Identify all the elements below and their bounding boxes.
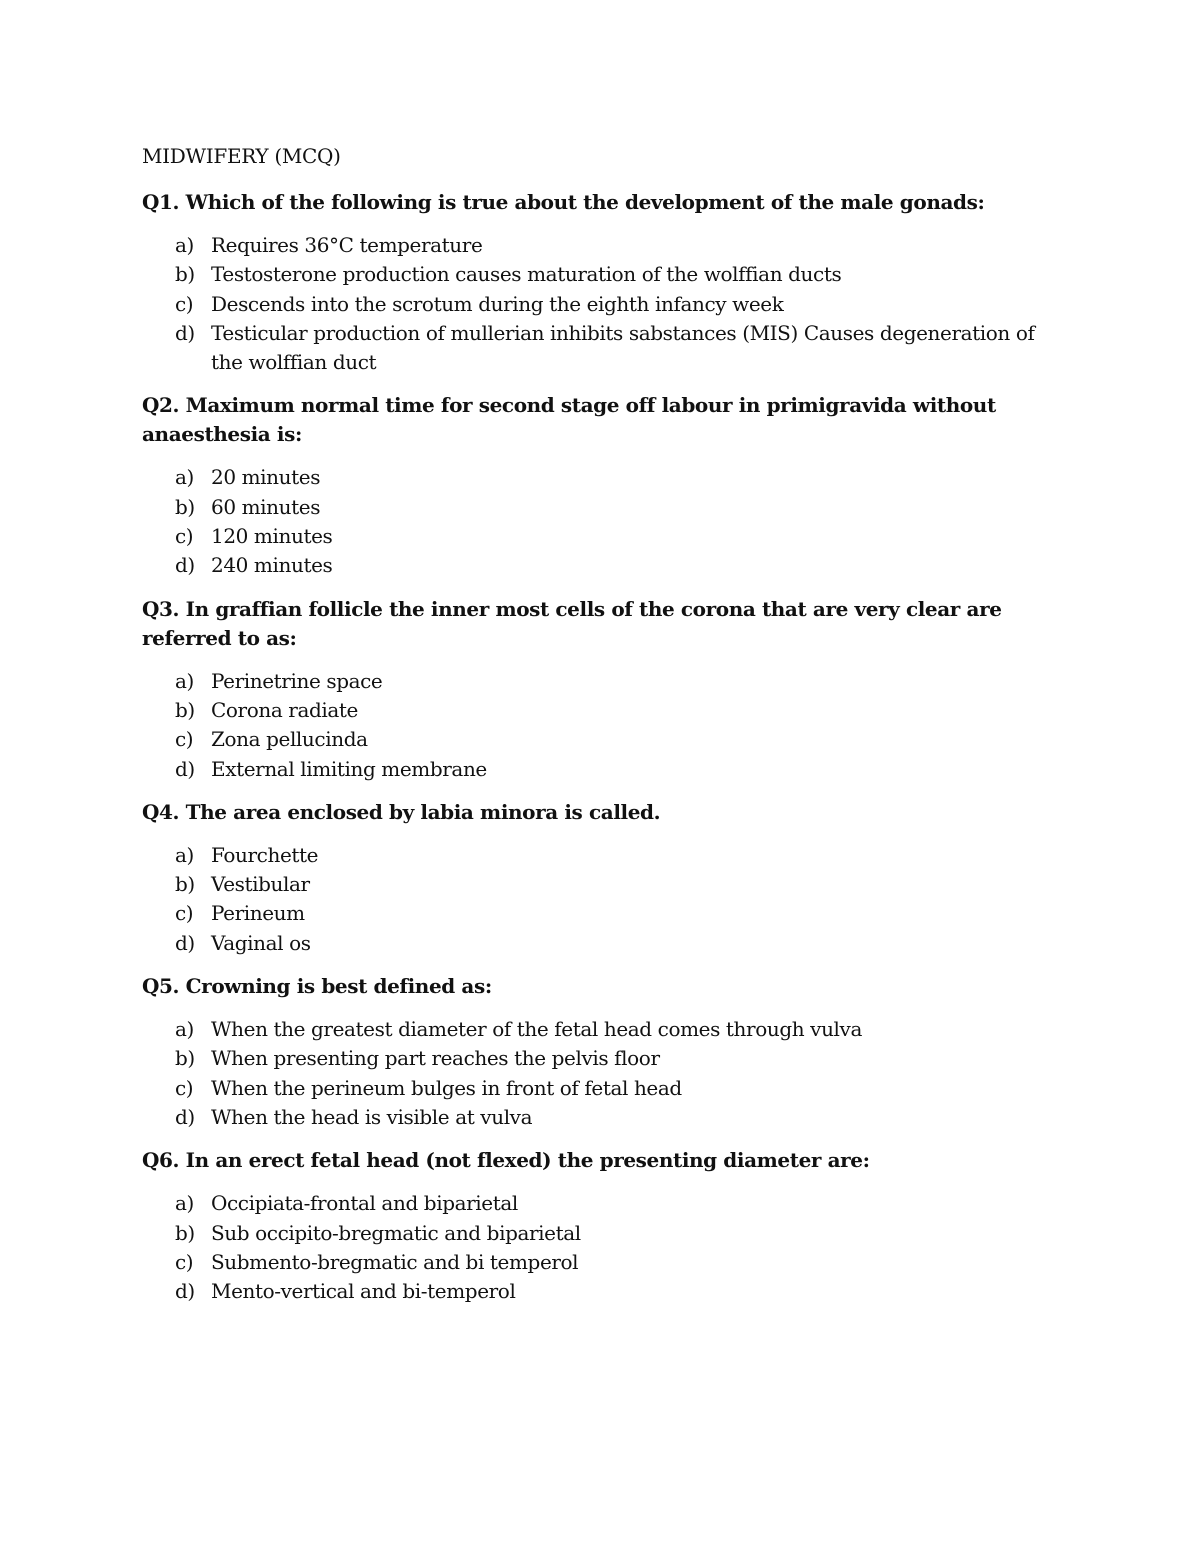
option-letter: b) bbox=[175, 262, 195, 287]
question-5 bbox=[142, 972, 1072, 1132]
option-text: Occipiata-frontal and biparietal bbox=[211, 1191, 518, 1216]
option-item bbox=[142, 551, 1072, 580]
option-letter: b) bbox=[175, 1046, 195, 1071]
option-item bbox=[142, 1248, 1072, 1277]
option-text: When the perineum bulges in front of fetal head bbox=[211, 1075, 682, 1100]
option-letter: d) bbox=[175, 553, 195, 578]
option-item bbox=[142, 231, 1072, 260]
option-item bbox=[142, 1189, 1072, 1218]
option-letter: a) bbox=[175, 1017, 194, 1042]
option-text: Zona pellucinda bbox=[211, 727, 368, 752]
option-list bbox=[142, 667, 1072, 784]
option-list bbox=[142, 463, 1072, 580]
option-text: When the greatest diameter of the fetal head comes through vulva bbox=[211, 1017, 862, 1042]
question-text: Q6. In an erect fetal head (not flexed) the presenting diameter are: bbox=[142, 1148, 870, 1173]
option-item bbox=[142, 290, 1072, 319]
option-item bbox=[142, 755, 1072, 784]
option-text: Testosterone production causes maturation of the wolffian ducts bbox=[211, 262, 842, 287]
document-page bbox=[142, 143, 1072, 1320]
option-item bbox=[142, 870, 1072, 899]
option-list bbox=[142, 841, 1072, 958]
option-letter: d) bbox=[175, 320, 195, 345]
option-text: 120 minutes bbox=[211, 524, 333, 549]
option-letter: b) bbox=[175, 494, 195, 519]
option-item bbox=[142, 899, 1072, 928]
question-6 bbox=[142, 1146, 1072, 1306]
option-item bbox=[142, 1219, 1072, 1248]
option-letter: d) bbox=[175, 1279, 195, 1304]
option-letter: a) bbox=[175, 842, 194, 867]
option-letter: c) bbox=[175, 901, 194, 926]
option-item bbox=[142, 463, 1072, 492]
option-text: 240 minutes bbox=[211, 553, 333, 578]
option-text: Requires 36°C temperature bbox=[211, 233, 483, 257]
question-text: Q3. In graffian follicle the inner most cells of the corona that are very clear are referred to as: bbox=[142, 596, 1002, 650]
option-text: Vestibular bbox=[211, 872, 310, 897]
question-3 bbox=[142, 595, 1072, 784]
option-text: Submento-bregmatic and bi temperol bbox=[211, 1249, 579, 1274]
option-text: Sub occipito-bregmatic and biparietal bbox=[211, 1220, 581, 1245]
option-letter: c) bbox=[175, 727, 194, 752]
option-item bbox=[142, 1277, 1072, 1306]
option-item bbox=[142, 1044, 1072, 1073]
option-text: When the head is visible at vulva bbox=[211, 1104, 533, 1129]
option-text: Fourchette bbox=[211, 842, 319, 867]
option-item bbox=[142, 696, 1072, 725]
option-item bbox=[142, 493, 1072, 522]
option-text: 60 minutes bbox=[211, 494, 321, 519]
question-text: Q5. Crowning is best defined as: bbox=[142, 974, 492, 999]
option-text: Mento-vertical and bi-temperol bbox=[211, 1279, 516, 1304]
option-item bbox=[142, 841, 1072, 870]
option-text: Descends into the scrotum during the eighth infancy week bbox=[211, 291, 784, 316]
option-text: Testicular production of mullerian inhibits sabstances (MIS) Causes degeneration of the wolffian duct bbox=[211, 320, 1035, 375]
option-item bbox=[142, 260, 1072, 289]
option-letter: c) bbox=[175, 524, 194, 549]
option-item bbox=[142, 725, 1072, 754]
option-letter: d) bbox=[175, 1104, 195, 1129]
option-item bbox=[142, 1074, 1072, 1103]
option-item bbox=[142, 319, 1072, 378]
option-letter: a) bbox=[175, 668, 194, 693]
option-text: Perinetrine space bbox=[211, 668, 383, 693]
option-item bbox=[142, 522, 1072, 551]
option-letter: d) bbox=[175, 756, 195, 781]
option-text: Corona radiate bbox=[211, 697, 358, 722]
question-text: Q2. Maximum normal time for second stage off labour in primigravida without anaesthesia is: bbox=[142, 393, 996, 447]
option-letter: a) bbox=[175, 465, 194, 490]
option-letter: c) bbox=[175, 291, 194, 316]
option-letter: b) bbox=[175, 697, 195, 722]
option-text: When presenting part reaches the pelvis floor bbox=[211, 1046, 660, 1071]
option-item bbox=[142, 1015, 1072, 1044]
option-list bbox=[142, 1189, 1072, 1306]
option-letter: b) bbox=[175, 1220, 195, 1245]
option-letter: a) bbox=[175, 233, 194, 257]
option-item bbox=[142, 667, 1072, 696]
option-list bbox=[142, 231, 1072, 377]
option-letter: d) bbox=[175, 930, 195, 955]
option-text: Perineum bbox=[211, 901, 305, 926]
question-1 bbox=[142, 188, 1072, 377]
option-letter: a) bbox=[175, 1191, 194, 1216]
option-letter: c) bbox=[175, 1249, 194, 1274]
option-text: Vaginal os bbox=[211, 930, 311, 955]
option-text: 20 minutes bbox=[211, 465, 321, 490]
option-list bbox=[142, 1015, 1072, 1132]
option-item bbox=[142, 1103, 1072, 1132]
option-text: External limiting membrane bbox=[211, 756, 487, 781]
question-list bbox=[142, 188, 1072, 1306]
document-title: MIDWIFERY (MCQ) bbox=[142, 144, 341, 168]
option-letter: b) bbox=[175, 872, 195, 897]
question-text: Q4. The area enclosed by labia minora is called. bbox=[142, 799, 661, 824]
question-text: Q1. Which of the following is true about the development of the male gonads: bbox=[142, 190, 985, 214]
question-2 bbox=[142, 391, 1072, 580]
question-4 bbox=[142, 798, 1072, 958]
option-item bbox=[142, 929, 1072, 958]
option-letter: c) bbox=[175, 1075, 194, 1100]
